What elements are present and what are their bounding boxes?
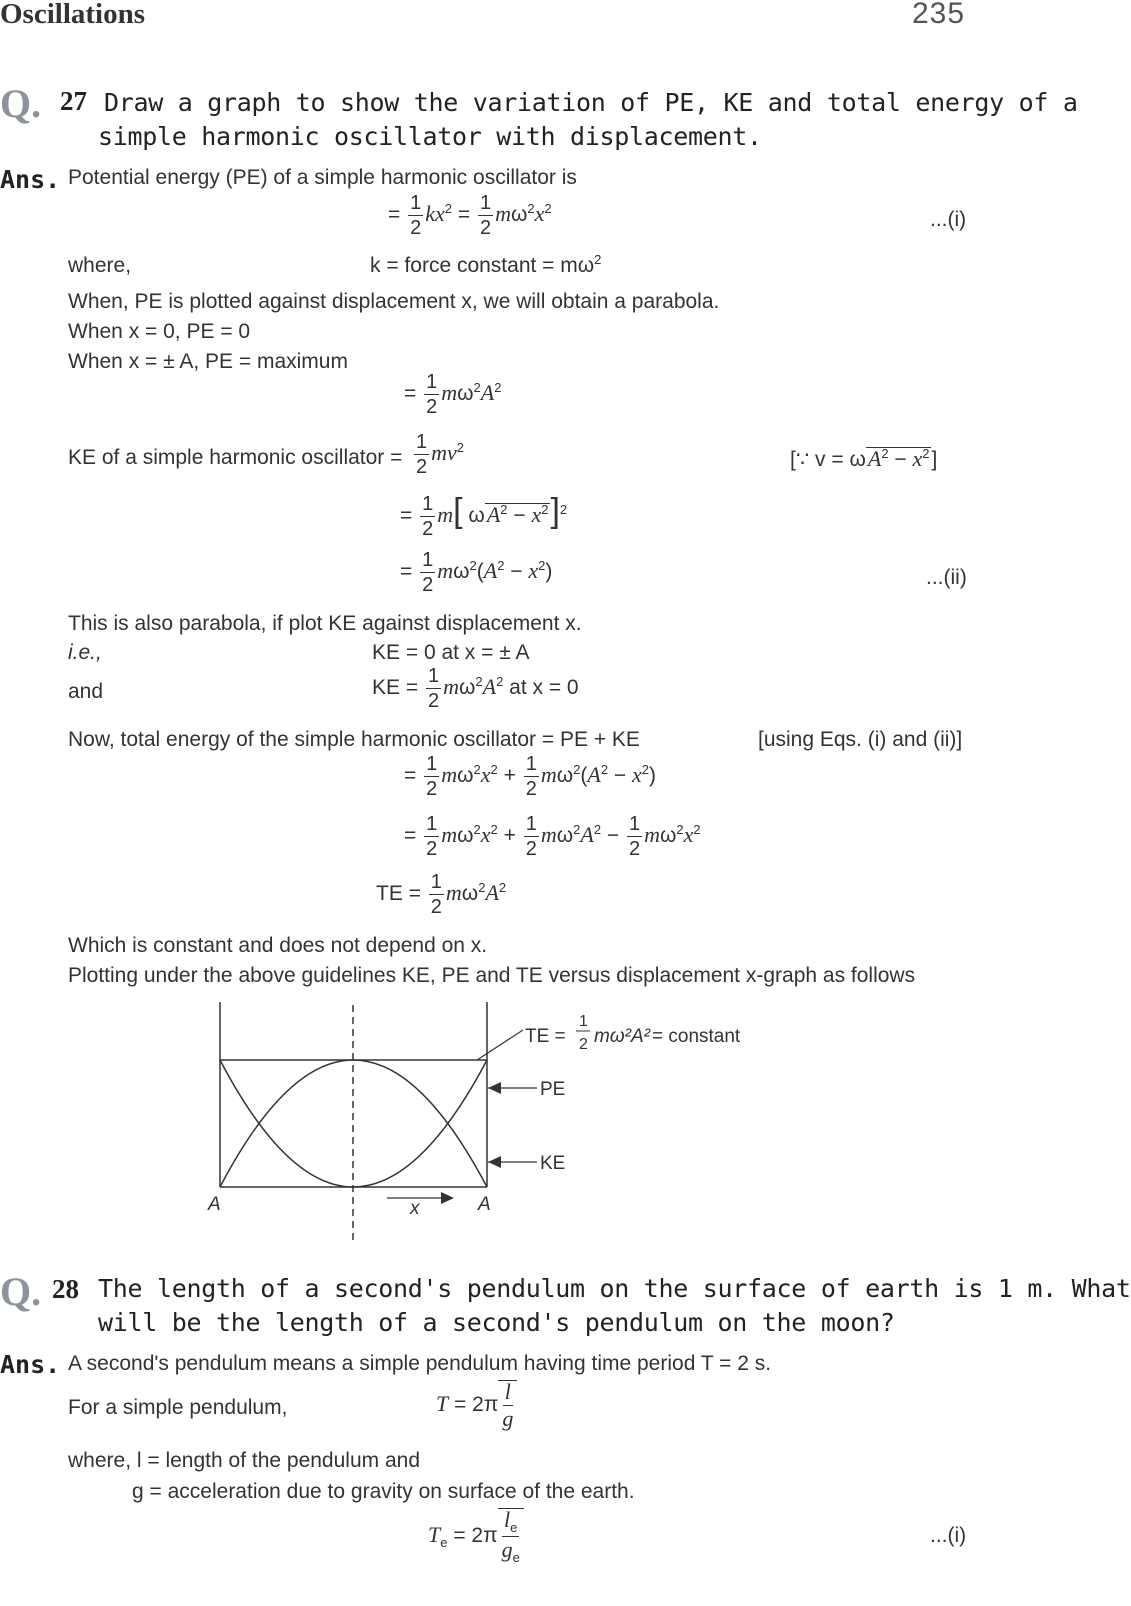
answer-intro: Potential energy (PE) of a simple harmonic oscillator is <box>68 166 577 189</box>
ke-max-post: at x = 0 <box>509 676 579 700</box>
answer-label-28: Ans. <box>0 1350 61 1379</box>
ke-eq-2: = $\frac{1}{2}$ m[ $\omega A^2 - x^2]^2$ <box>400 492 568 540</box>
te-label: TE = <box>376 882 421 906</box>
pe-graph-label: PE <box>540 1079 566 1100</box>
question-text-line-2: simple harmonic oscillator with displacement. <box>98 122 762 151</box>
also-parabola-text: This is also parabola, if plot KE against displacement x. <box>68 612 582 635</box>
total-energy-text: Now, total energy of the simple harmonic oscillator = PE + KE <box>68 728 640 751</box>
te-graph-label: TE = <box>525 1026 566 1047</box>
velocity-bracket: [∵ $v = \omega A^2 - x^2$] <box>790 446 938 471</box>
te-pointer <box>477 1030 523 1060</box>
ie-label: i.e., <box>68 641 102 664</box>
left-a-label: A <box>208 1194 221 1215</box>
question-text-line-1: Draw a graph to show the variation of PE, KE and total energy of a <box>104 88 1078 117</box>
question-28-line-1: The length of a second's pendulum on the surface of earth is 1 m. What <box>98 1274 1131 1303</box>
ke-zero-text: KE = 0 at x = ± A <box>372 641 530 664</box>
answer-28-line-4: g = acceleration due to gravity on surface of the earth. <box>132 1480 635 1503</box>
question-mark-28: Q. <box>0 1269 42 1314</box>
answer-label: Ans. <box>0 165 61 194</box>
answer-28-line-3: where, l = length of the pendulum and <box>68 1449 420 1472</box>
equation-ref-1: ...(i) <box>930 208 967 231</box>
te-frac-den: 2 <box>579 1036 588 1053</box>
and-label: and <box>68 680 104 703</box>
x-amplitude-text: When x = ± A, PE = maximum <box>68 350 348 373</box>
force-constant-text: k = force constant = mω <box>370 254 595 277</box>
ke-graph-label: KE <box>540 1153 566 1174</box>
x-graph-label: x <box>410 1198 420 1219</box>
plotting-text: Plotting under the above guidelines KE, PE and TE versus displacement x-graph as follows <box>68 964 916 987</box>
using-eqs-text: [using Eqs. (i) and (ii)] <box>758 728 963 751</box>
equation-ref-2: ...(ii) <box>926 566 967 589</box>
equation-pe: = $\frac{1}{2}$ $kx^2$ = $\frac{1}{2}$ $m\omega^2x^2$ <box>388 192 552 239</box>
ke-eq-1: $\frac{1}{2}$ $mv^2$ <box>416 431 465 478</box>
ke-label: KE of a simple harmonic oscillator = <box>68 446 403 469</box>
velocity-bracket-text: [∵ v = ω <box>790 448 866 471</box>
period-equation: T = 2π $\frac{l}{g}$ <box>436 1380 517 1430</box>
earth-period-equation: $T_e = 2\pi$ $\frac{l_e}{g_e}$ <box>428 1508 524 1564</box>
te-frac-num: 1 <box>579 1013 588 1030</box>
question-number: 27 <box>60 86 87 116</box>
force-constant-def: k = force constant = $m\omega^2$ <box>370 252 602 277</box>
page-number: 235 <box>912 0 966 30</box>
pe-max-eq: = $\frac{1}{2}$ $m\omega^2A^2$ <box>404 371 502 418</box>
te-eq-3: TE = $\frac{1}{2}$ $m\omega^2A^2$ <box>376 871 507 918</box>
energy-graph <box>200 1000 800 1245</box>
te-graph-expr: mω²A² <box>594 1026 650 1047</box>
te-eq-2: = $\frac{1}{2}$ $m\omega^2x^2$ + $\frac{1}{2}$ $m\omega^2A^2$ − $\frac{1}{2}$ $m\omega^2x^2$ <box>404 813 701 860</box>
pe-plot-text: When, PE is plotted against displacement x, we will obtain a parabola. <box>68 290 720 313</box>
ke-max-pre: KE = <box>372 676 419 700</box>
ke-arrowhead <box>488 1156 501 1168</box>
right-a-label: A <box>478 1194 491 1215</box>
where-label: where, <box>68 254 132 277</box>
te-eq-1: = $\frac{1}{2}$ $m\omega^2x^2$ + $\frac{1}{2}$ $m\omega^2(A^2 - x^2)$ <box>404 753 656 800</box>
constant-text: Which is constant and does not depend on x. <box>68 934 488 957</box>
question-28-line-2: will be the length of a second's pendulum on the moon? <box>98 1308 895 1337</box>
chapter-title: Oscillations <box>0 0 146 30</box>
x-zero-text: When x = 0, PE = 0 <box>68 320 251 343</box>
x-arrowhead <box>441 1192 454 1204</box>
pe-arrowhead <box>488 1082 501 1094</box>
question-number-28: 28 <box>52 1274 79 1304</box>
ke-eq-3: = $\frac{1}{2}$ $m\omega^2(A^2 - x^2)$ <box>400 549 553 596</box>
answer-28-line-1: A second's pendulum means a simple pendulum having time period T = 2 s. <box>68 1352 772 1375</box>
answer-28-line-2: For a simple pendulum, <box>68 1396 288 1419</box>
question-mark: Q. <box>0 81 42 126</box>
te-graph-suffix: = constant <box>652 1026 741 1047</box>
equation-ref-28: ...(i) <box>930 1524 967 1547</box>
ke-max-eq: KE = $\frac{1}{2}$ $m\omega^2A^2$ at x = 0 <box>372 665 579 712</box>
